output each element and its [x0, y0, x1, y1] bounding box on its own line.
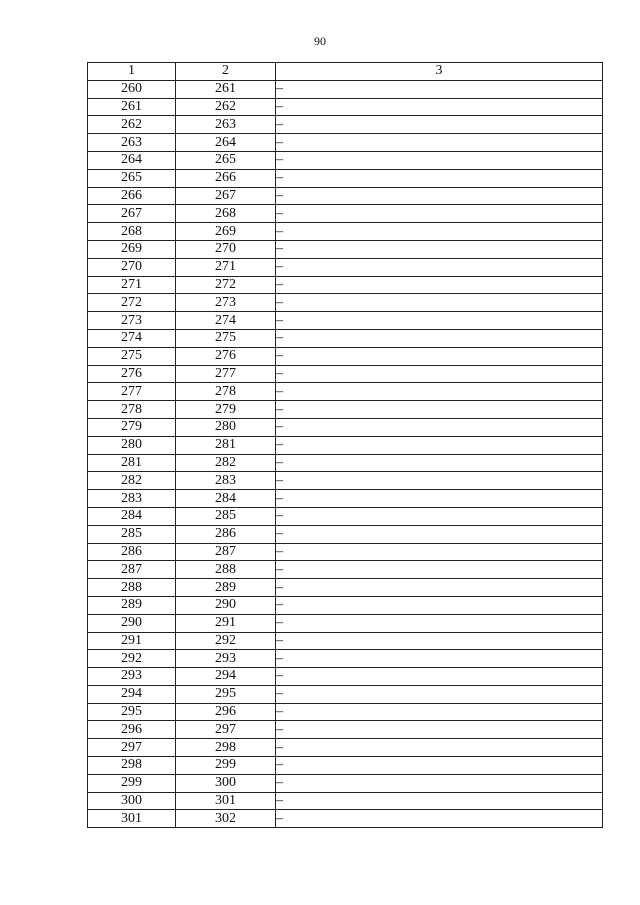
table-cell-col-2: 298 — [176, 739, 276, 757]
column-header-2: 2 — [176, 63, 276, 81]
table-cell-col-3: – — [276, 401, 603, 419]
table-row — [88, 98, 603, 116]
table-cell-col-1: 267 — [88, 205, 176, 223]
table-row — [88, 401, 603, 419]
table-cell-col-3: – — [276, 294, 603, 312]
table-cell-col-1: 264 — [88, 151, 176, 169]
table-row — [88, 80, 603, 98]
table-cell-col-2: 291 — [176, 614, 276, 632]
table-cell-col-3: – — [276, 187, 603, 205]
table-cell-col-2: 300 — [176, 774, 276, 792]
table-cell-col-2: 283 — [176, 472, 276, 490]
table-cell-col-3: – — [276, 490, 603, 508]
table-row — [88, 757, 603, 775]
table-cell-col-2: 268 — [176, 205, 276, 223]
table-row — [88, 525, 603, 543]
table-row — [88, 187, 603, 205]
page-number: 90 — [314, 34, 326, 48]
table-cell-col-2: 299 — [176, 757, 276, 775]
table-cell-col-3: – — [276, 721, 603, 739]
table-cell-col-2: 286 — [176, 525, 276, 543]
table-row — [88, 739, 603, 757]
table-cell-col-2: 290 — [176, 596, 276, 614]
table-cell-col-3: – — [276, 454, 603, 472]
table-cell-col-3: – — [276, 632, 603, 650]
table-cell-col-3: – — [276, 543, 603, 561]
table-cell-col-1: 287 — [88, 561, 176, 579]
table-row — [88, 312, 603, 330]
table-row — [88, 116, 603, 134]
table-cell-col-2: 262 — [176, 98, 276, 116]
table-cell-col-2: 289 — [176, 579, 276, 597]
table-cell-col-2: 302 — [176, 810, 276, 828]
table-cell-col-1: 271 — [88, 276, 176, 294]
table-row — [88, 490, 603, 508]
table-cell-col-2: 287 — [176, 543, 276, 561]
table-row — [88, 365, 603, 383]
table-cell-col-3: – — [276, 668, 603, 686]
table-cell-col-3: – — [276, 151, 603, 169]
table-cell-col-3: – — [276, 276, 603, 294]
table-row — [88, 169, 603, 187]
table-cell-col-1: 291 — [88, 632, 176, 650]
table-cell-col-3: – — [276, 579, 603, 597]
table-cell-col-1: 261 — [88, 98, 176, 116]
table-cell-col-2: 279 — [176, 401, 276, 419]
table-cell-col-1: 275 — [88, 347, 176, 365]
table-cell-col-1: 281 — [88, 454, 176, 472]
table-row — [88, 436, 603, 454]
table-row — [88, 151, 603, 169]
table-cell-col-3: – — [276, 418, 603, 436]
table-cell-col-1: 274 — [88, 329, 176, 347]
table-cell-col-2: 301 — [176, 792, 276, 810]
table-cell-col-3: – — [276, 739, 603, 757]
table-cell-col-1: 290 — [88, 614, 176, 632]
table-cell-col-3: – — [276, 365, 603, 383]
table-cell-col-1: 269 — [88, 240, 176, 258]
table-row — [88, 294, 603, 312]
table-row — [88, 685, 603, 703]
table-cell-col-1: 300 — [88, 792, 176, 810]
table-cell-col-1: 277 — [88, 383, 176, 401]
table-cell-col-1: 301 — [88, 810, 176, 828]
table-cell-col-2: 271 — [176, 258, 276, 276]
table-cell-col-2: 263 — [176, 116, 276, 134]
table-cell-col-1: 296 — [88, 721, 176, 739]
table-cell-col-3: – — [276, 134, 603, 152]
table-cell-col-2: 264 — [176, 134, 276, 152]
table-cell-col-3: – — [276, 774, 603, 792]
table-cell-col-2: 294 — [176, 668, 276, 686]
table-cell-col-2: 269 — [176, 223, 276, 241]
table-row — [88, 347, 603, 365]
table-row — [88, 596, 603, 614]
table-cell-col-2: 266 — [176, 169, 276, 187]
table-cell-col-2: 293 — [176, 650, 276, 668]
table-cell-col-1: 270 — [88, 258, 176, 276]
table-cell-col-3: – — [276, 80, 603, 98]
table-cell-col-1: 284 — [88, 507, 176, 525]
table-cell-col-3: – — [276, 472, 603, 490]
table-row — [88, 258, 603, 276]
table-cell-col-3: – — [276, 525, 603, 543]
table-row — [88, 276, 603, 294]
table-cell-col-1: 268 — [88, 223, 176, 241]
table-cell-col-3: – — [276, 561, 603, 579]
table-cell-col-2: 295 — [176, 685, 276, 703]
table-header-row — [88, 63, 603, 81]
table-cell-col-1: 288 — [88, 579, 176, 597]
table-cell-col-3: – — [276, 596, 603, 614]
table-cell-col-2: 280 — [176, 418, 276, 436]
table-cell-col-1: 298 — [88, 757, 176, 775]
table-cell-col-2: 267 — [176, 187, 276, 205]
table-cell-col-3: – — [276, 329, 603, 347]
table-cell-col-2: 297 — [176, 721, 276, 739]
table-cell-col-1: 292 — [88, 650, 176, 668]
table-cell-col-2: 296 — [176, 703, 276, 721]
data-table — [87, 62, 603, 828]
table-row — [88, 792, 603, 810]
table-cell-col-1: 266 — [88, 187, 176, 205]
table-cell-col-1: 262 — [88, 116, 176, 134]
table-cell-col-2: 272 — [176, 276, 276, 294]
table-cell-col-1: 295 — [88, 703, 176, 721]
table-row — [88, 579, 603, 597]
table-row — [88, 632, 603, 650]
table-cell-col-2: 278 — [176, 383, 276, 401]
table-cell-col-2: 288 — [176, 561, 276, 579]
table-cell-col-3: – — [276, 169, 603, 187]
table-row — [88, 329, 603, 347]
table-cell-col-1: 289 — [88, 596, 176, 614]
table-cell-col-3: – — [276, 507, 603, 525]
table-cell-col-3: – — [276, 383, 603, 401]
table-cell-col-3: – — [276, 685, 603, 703]
table-row — [88, 650, 603, 668]
table-cell-col-1: 276 — [88, 365, 176, 383]
table-cell-col-1: 273 — [88, 312, 176, 330]
table-cell-col-1: 294 — [88, 685, 176, 703]
table-cell-col-3: – — [276, 650, 603, 668]
table-cell-col-2: 276 — [176, 347, 276, 365]
table-cell-col-1: 279 — [88, 418, 176, 436]
table-cell-col-3: – — [276, 614, 603, 632]
table-row — [88, 543, 603, 561]
table-cell-col-2: 261 — [176, 80, 276, 98]
table-row — [88, 507, 603, 525]
table-cell-col-3: – — [276, 98, 603, 116]
table-cell-col-3: – — [276, 223, 603, 241]
table-row — [88, 614, 603, 632]
table-cell-col-1: 285 — [88, 525, 176, 543]
table-cell-col-3: – — [276, 810, 603, 828]
table-cell-col-2: 277 — [176, 365, 276, 383]
table-row — [88, 561, 603, 579]
table-row — [88, 721, 603, 739]
table-body — [88, 80, 603, 827]
table-cell-col-3: – — [276, 757, 603, 775]
table-cell-col-2: 273 — [176, 294, 276, 312]
table-cell-col-2: 281 — [176, 436, 276, 454]
column-header-3: 3 — [276, 63, 603, 81]
table-cell-col-1: 280 — [88, 436, 176, 454]
table-cell-col-3: – — [276, 116, 603, 134]
table-cell-col-2: 282 — [176, 454, 276, 472]
table-cell-col-3: – — [276, 792, 603, 810]
table-cell-col-3: – — [276, 240, 603, 258]
table-row — [88, 134, 603, 152]
table-row — [88, 668, 603, 686]
table-cell-col-1: 263 — [88, 134, 176, 152]
table-cell-col-3: – — [276, 347, 603, 365]
table-row — [88, 240, 603, 258]
table-row — [88, 810, 603, 828]
table-cell-col-3: – — [276, 312, 603, 330]
table-cell-col-1: 278 — [88, 401, 176, 419]
table-row — [88, 774, 603, 792]
table-cell-col-2: 265 — [176, 151, 276, 169]
table-cell-col-1: 272 — [88, 294, 176, 312]
table-cell-col-2: 270 — [176, 240, 276, 258]
table-cell-col-1: 260 — [88, 80, 176, 98]
table-row — [88, 703, 603, 721]
table-cell-col-1: 283 — [88, 490, 176, 508]
table-cell-col-2: 285 — [176, 507, 276, 525]
table-row — [88, 418, 603, 436]
table-cell-col-3: – — [276, 703, 603, 721]
table-cell-col-3: – — [276, 205, 603, 223]
table-cell-col-3: – — [276, 258, 603, 276]
table-row — [88, 223, 603, 241]
table-row — [88, 205, 603, 223]
table-cell-col-1: 299 — [88, 774, 176, 792]
table-cell-col-1: 286 — [88, 543, 176, 561]
table-row — [88, 454, 603, 472]
table-cell-col-2: 274 — [176, 312, 276, 330]
table-cell-col-1: 293 — [88, 668, 176, 686]
table-cell-col-1: 265 — [88, 169, 176, 187]
table-cell-col-3: – — [276, 436, 603, 454]
table-cell-col-2: 292 — [176, 632, 276, 650]
table-cell-col-1: 282 — [88, 472, 176, 490]
table-row — [88, 383, 603, 401]
table-row — [88, 472, 603, 490]
table-cell-col-2: 284 — [176, 490, 276, 508]
table-cell-col-1: 297 — [88, 739, 176, 757]
table-cell-col-2: 275 — [176, 329, 276, 347]
column-header-1: 1 — [88, 63, 176, 81]
